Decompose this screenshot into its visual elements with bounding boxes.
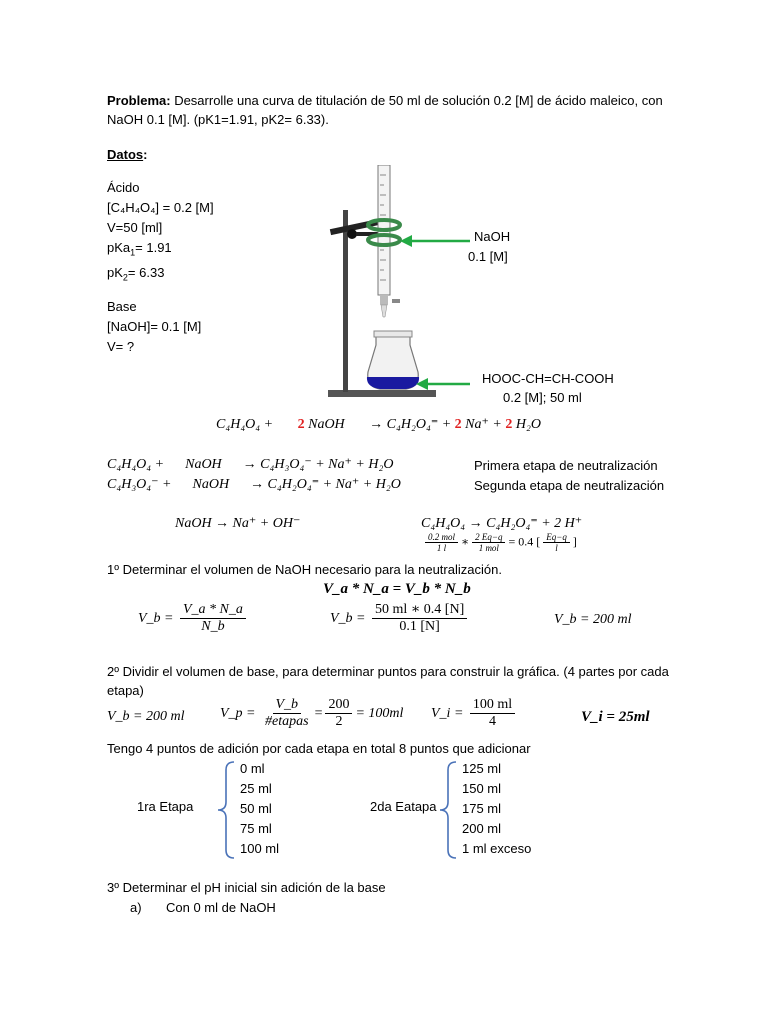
stage1-brace: [214, 760, 236, 860]
first-step-label: Primera etapa de neutralización: [474, 458, 658, 473]
datos-colon: :: [143, 147, 148, 162]
vb-label-2: V_b =: [330, 610, 366, 626]
vi-den: 4: [489, 714, 497, 730]
overall-water: H₂O: [515, 417, 541, 432]
problem-statement: [107, 91, 663, 111]
step3-title: 3º Determinar el pH inicial sin adición de la base: [107, 880, 386, 895]
acid-dissociation: C₄H₄O₄ → C₄H₂O₄⁼ + 2 H⁺: [421, 516, 583, 531]
vp-den-2: 2: [335, 714, 343, 730]
normality-conversion: $\frac{\text{0.2 mol}}{1 l}$ ∗ $\frac{2 Eq-q}{\text{1 mol}}$ = 0.4 [ $\frac{Eq-q}{l}$ ]: [422, 532, 577, 554]
stage1-points: [240, 759, 279, 859]
step2-title-2: etapa): [107, 683, 144, 698]
acid-heading: Ácido: [107, 180, 140, 195]
step1-title: 1º Determinar el volumen de NaOH necesario para la neutralización.: [107, 562, 502, 577]
first-step-reaction: C₄H₄O₄ + NaOH → C₄H₃O₄⁻ + Na⁺ + H₂O: [107, 457, 394, 472]
vp-fraction: [262, 697, 312, 730]
flask-liquid: [367, 377, 419, 389]
flask-neck: [374, 331, 412, 337]
acid-formula-label: HOOC-CH=CH-COOH: [482, 371, 614, 386]
conv-frac-2: [472, 532, 505, 554]
vb-den-2: 0.1 [N]: [399, 619, 440, 635]
second-step-reaction: C₄H₃O₄⁻ + NaOH → C₄H₂O₄⁼ + Na⁺ + H₂O: [107, 477, 401, 492]
overall-reaction: [216, 416, 541, 433]
stage1-point: 25 ml: [240, 781, 272, 796]
problem-label: Problema:: [107, 93, 171, 108]
pk2-sub: 2: [122, 272, 128, 283]
step2-title-1: 2º Dividir el volumen de base, para determinar puntos para construir la gráfica. (4 partes por cada: [107, 664, 669, 679]
acid-concentration-label: 0.2 [M]; 50 ml: [503, 390, 582, 405]
naoh-arrowhead: [400, 235, 412, 247]
acid-volume: V=50 [ml]: [107, 220, 163, 235]
overall-naoh: NaOH: [308, 417, 345, 432]
vp-result: = 100ml: [355, 705, 404, 721]
acid-conc-suffix: ] = 0.2 [M]: [155, 200, 214, 215]
step3-item-text: Con 0 ml de NaOH: [166, 900, 276, 915]
conv-close: ]: [572, 534, 577, 549]
base-concentration: [NaOH]= 0.1 [M]: [107, 319, 202, 334]
vi-label: V_i =: [431, 705, 464, 721]
base-heading: Base: [107, 299, 137, 314]
conv-frac-3: [543, 532, 570, 554]
conv-den-1: 1 l: [436, 543, 447, 554]
vp-numeric-fraction: [325, 697, 352, 730]
datos-heading: [107, 145, 147, 165]
naoh-concentration: 0.1 [M]: [468, 249, 508, 264]
base-data: [107, 297, 201, 357]
conv-frac-1: [425, 532, 458, 554]
vb-result: V_b = 200 ml: [554, 612, 632, 627]
stage1-point: 50 ml: [240, 801, 272, 816]
acid-pka1: [107, 238, 214, 263]
conv-result: = 0.4 [: [508, 534, 541, 549]
base-volume: V= ?: [107, 339, 135, 354]
stage2-brace: [436, 760, 458, 860]
vb-den-1: N_b: [201, 619, 225, 635]
pka1-label: pKa: [107, 240, 131, 255]
vb-value: V_b = 200 ml: [107, 709, 185, 724]
stage2-label: 2da Eatapa: [370, 799, 437, 814]
burette-stopcock: [380, 295, 388, 305]
coef-na: 2: [454, 417, 462, 432]
problem-text-1: Desarrolle una curva de titulación de 50 ml de solución 0.2 [M] de ácido maleico, con: [170, 93, 663, 108]
vp-formula: [220, 697, 403, 730]
naoh-dissociation: NaOH → Na⁺ + OH⁻: [175, 516, 301, 531]
stage1-label: 1ra Etapa: [137, 799, 194, 814]
stage2-points: [462, 759, 531, 859]
acid-concentration: [C₄H₄O₄] = 0.2 [M]: [107, 200, 214, 215]
stage1-point: 100 ml: [240, 841, 280, 856]
vi-num: 100 ml: [470, 697, 515, 714]
naoh-label: NaOH: [474, 229, 511, 244]
vp-den: #etapas: [265, 714, 309, 730]
second-step-label: Segunda etapa de neutralización: [474, 478, 665, 493]
step3-item-letter: a): [130, 900, 142, 915]
vb-fraction-2: [372, 602, 467, 635]
overall-na: Na⁺ +: [465, 417, 502, 432]
vi-fraction: [470, 697, 515, 730]
stopcock-handle: [392, 299, 400, 303]
stage2-point: 125 ml: [462, 761, 502, 776]
stage2-point: 1 ml exceso: [462, 841, 532, 856]
vb-num-2: 50 ml ∗ 0.4 [N]: [372, 602, 467, 619]
pk2-label: pK: [107, 264, 123, 280]
conv-num-3: Eq−q: [543, 532, 570, 543]
acid-pk2: [107, 263, 214, 288]
acid-data: [107, 178, 214, 287]
pka1-value: = 1.91: [135, 240, 172, 255]
vb-substitution: [330, 602, 470, 635]
conv-den-2: 1 mol: [478, 543, 499, 554]
vp-equals: =: [314, 705, 323, 721]
points-summary: Tengo 4 puntos de adición por cada etapa en total 8 puntos que adicionar: [107, 741, 531, 756]
pka1-sub: 1: [130, 247, 136, 258]
vb-formula: [138, 602, 249, 635]
datos-title: Datos: [107, 147, 144, 162]
vb-num-1: V_a * N_a: [180, 602, 246, 619]
vp-num: V_b: [273, 697, 302, 714]
overall-reactant: C₄H₄O₄ +: [216, 417, 274, 432]
stage1-point: 0 ml: [240, 761, 265, 776]
stage1-point: 75 ml: [240, 821, 272, 836]
vi-formula: [431, 697, 518, 730]
conv-num-2: 2 Eq−q: [472, 532, 505, 543]
pk2-value: = 6.33: [127, 264, 165, 280]
coef-water: 2: [505, 417, 513, 432]
vp-label: V_p =: [220, 705, 256, 721]
vi-result: V_i = 25ml: [581, 709, 650, 725]
vp-num-200: 200: [325, 697, 352, 714]
stand-rod: [343, 210, 348, 392]
acid-conc-prefix: [C: [107, 200, 120, 215]
stage2-point: 150 ml: [462, 781, 502, 796]
stage2-point: 200 ml: [462, 821, 502, 836]
vb-label-1: V_b =: [138, 610, 174, 626]
stage2-point: 175 ml: [462, 801, 502, 816]
problem-text-2: NaOH 0.1 [M]. (pK1=1.91, pK2= 6.33).: [107, 112, 329, 127]
coef-naoh: 2: [297, 417, 305, 432]
burette-tip: [381, 305, 387, 317]
overall-product: → C₄H₂O₄⁼ +: [369, 417, 452, 432]
conv-den-3: l: [555, 543, 558, 554]
clamp-knob: [347, 229, 357, 239]
normality-equation: V_a * N_a = V_b * N_b: [323, 581, 471, 597]
vb-fraction-1: [180, 602, 246, 635]
conv-num-1: 0.2 mol: [425, 532, 458, 543]
